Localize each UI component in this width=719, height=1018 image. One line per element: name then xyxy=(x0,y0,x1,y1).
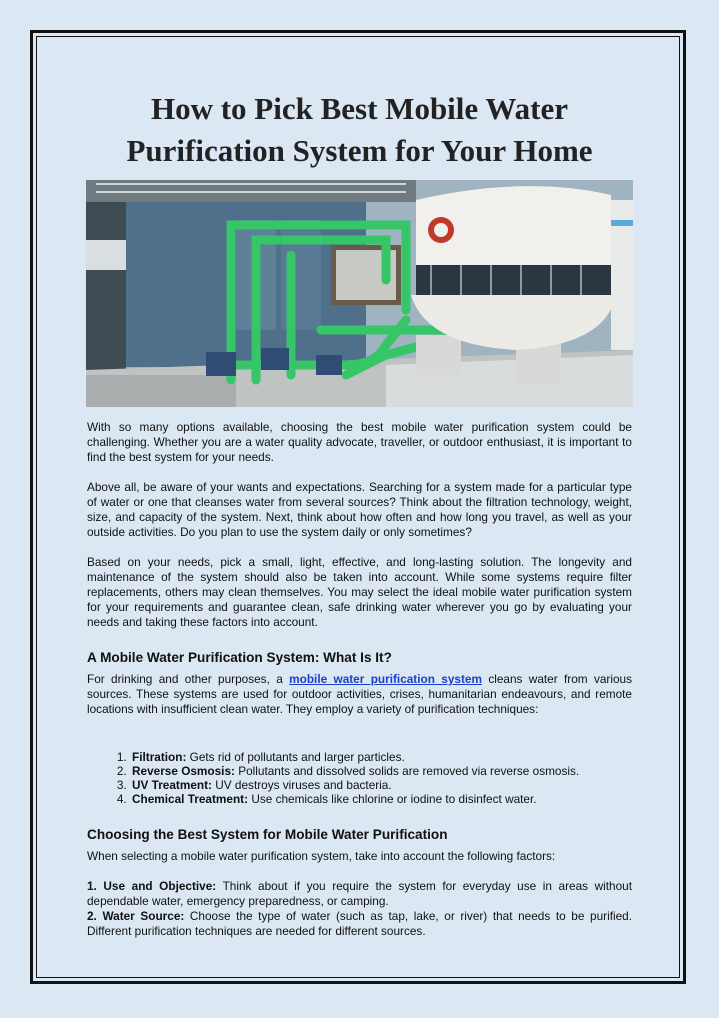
section-heading-what-is-it: A Mobile Water Purification System: What Is It? xyxy=(87,650,392,665)
list-item-term: Filtration: xyxy=(132,750,187,764)
paragraph-intro: With so many options available, choosing the best mobile water purification system could be challenging. Whether you are a water quality advocate, traveller, or outdoor enthusiast, it is important to find the best system for your needs. xyxy=(87,420,632,464)
article-body xyxy=(87,420,632,939)
paragraph-factors-intro: When selecting a mobile water purification system, take into account the following factors: xyxy=(87,849,556,863)
list-item-term: Reverse Osmosis: xyxy=(132,764,235,778)
list-item-desc: Gets rid of pollutants and larger particles. xyxy=(186,750,405,764)
paragraph-needs: Based on your needs, pick a small, light, effective, and long-lasting solution. The longevity and maintenance of the system should also be taken into account. While some systems require filter replacements, others may clean themselves. You may select the ideal mobile water purification system for your requirements and guarantee clean, safe drinking water wherever you go by evaluating your needs and taking these factors into account. xyxy=(87,555,632,629)
list-item-term: Chemical Treatment: xyxy=(132,792,249,806)
list-item xyxy=(130,778,632,792)
factor-desc: Choose the type of water (such as tap, lake, or river) that needs to be purified. Different purification techniques are needed for different sources. xyxy=(87,909,632,938)
mobile-water-purification-link[interactable]: mobile water purification system xyxy=(289,672,482,686)
factor-water-source xyxy=(87,909,632,939)
page-title: How to Pick Best Mobile Water Purification System for Your Home xyxy=(126,91,593,168)
section-heading-choosing: Choosing the Best System for Mobile Water Purification xyxy=(87,827,448,842)
factor-term: 2. Water Source: xyxy=(87,909,185,923)
list-item xyxy=(130,750,632,764)
list-item-term: UV Treatment: xyxy=(132,778,212,792)
water-treatment-illustration xyxy=(86,180,633,407)
list-item xyxy=(130,792,632,806)
paragraph-definition xyxy=(87,672,632,717)
factor-desc: Think about if you require the system for everyday use in areas without dependable water, emergency preparedness, or camping. xyxy=(87,879,633,908)
factor-use-objective xyxy=(87,879,632,909)
paragraph-wants: Above all, be aware of your wants and expectations. Searching for a system made for a particular type of water or one that cleanses water from several sources? Think about the filtration technology, weight, size, and capacity of the system. Next, think about how often and how long you travel, as well as your outside activities. Do you plan to use the system daily or only sometimes? xyxy=(87,480,632,539)
hero-image xyxy=(86,180,633,407)
list-item-desc: Use chemicals like chlorine or iodine to disinfect water. xyxy=(248,792,537,806)
list-item xyxy=(130,764,632,778)
list-item-desc: UV destroys viruses and bacteria. xyxy=(211,778,392,792)
definition-text-end: cleans water from various sources. These systems are used for outdoor activities, crises, humanitarian endeavours, and remote locations with insufficient clean water. They employ a variety of purification techniques: xyxy=(87,672,632,716)
definition-text-start: For drinking and other purposes, a xyxy=(87,672,290,686)
list-item-desc: Pollutants and dissolved solids are removed via reverse osmosis. xyxy=(234,764,580,778)
factor-term: 1. Use and Objective: xyxy=(87,879,217,893)
purification-techniques-list xyxy=(87,750,632,806)
